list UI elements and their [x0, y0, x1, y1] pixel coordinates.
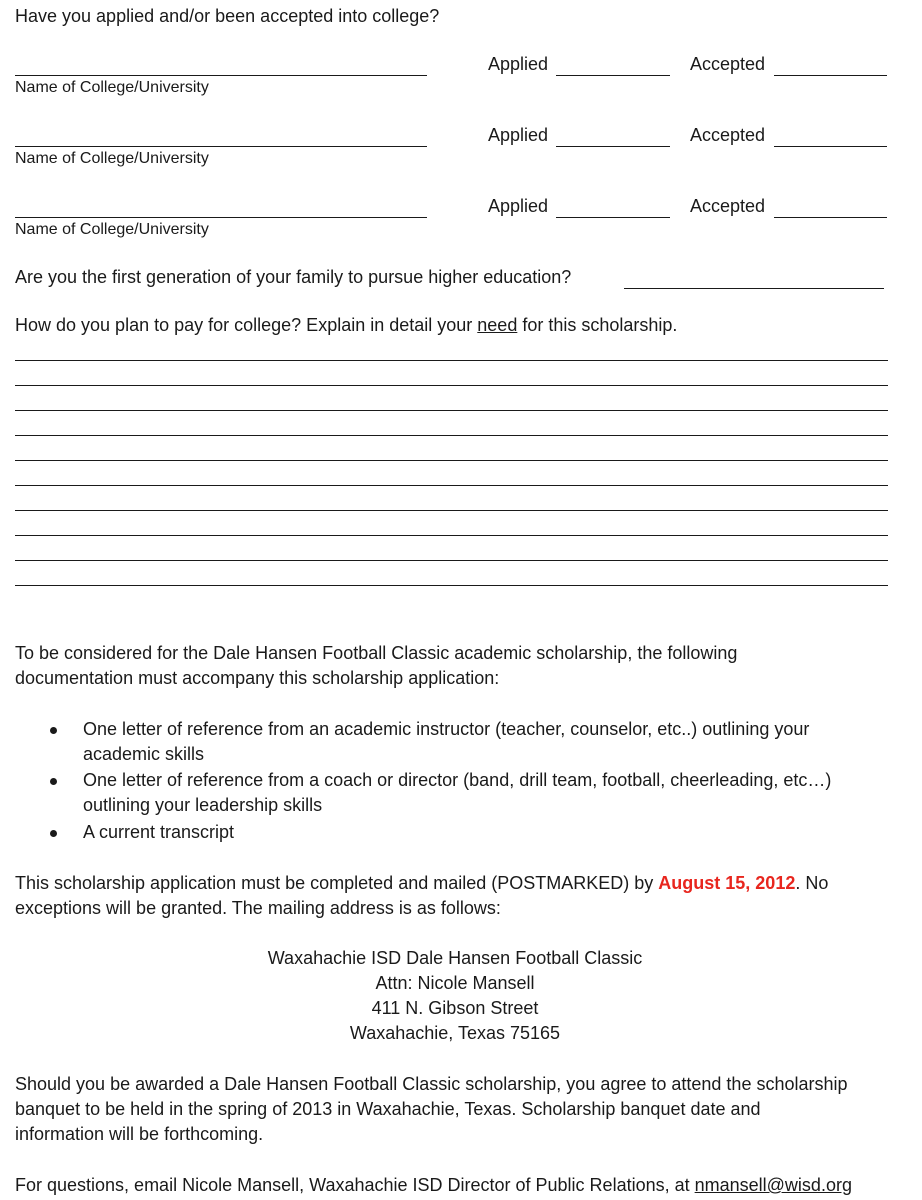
answer-line[interactable]	[15, 560, 888, 561]
accepted-field[interactable]	[774, 217, 887, 218]
applied-field[interactable]	[556, 75, 670, 76]
applied-field[interactable]	[556, 217, 670, 218]
address-line: Attn: Nicole Mansell	[375, 973, 535, 993]
accepted-field[interactable]	[774, 75, 887, 76]
college-name-field[interactable]	[15, 217, 427, 218]
applied-label: Applied	[488, 125, 549, 145]
college-name-label: Name of College/University	[15, 150, 209, 167]
answer-line[interactable]	[15, 410, 888, 411]
need-emphasis: need	[477, 315, 518, 335]
applied-label: Applied	[488, 54, 549, 74]
deadline-text: This scholarship application must be completed and mailed (POSTMARKED) by	[15, 873, 659, 893]
answer-line[interactable]	[15, 385, 888, 386]
address-line: Waxahachie, Texas 75165	[349, 1023, 561, 1043]
accepted-field[interactable]	[774, 146, 887, 147]
bullet-icon	[50, 727, 57, 734]
address-line: Waxahachie ISD Dale Hansen Football Classic	[267, 948, 643, 968]
applied-label: Applied	[488, 196, 549, 216]
first-generation-question: Are you the first generation of your family to pursue higher education?	[15, 267, 572, 287]
answer-line[interactable]	[15, 510, 888, 511]
documentation-intro-line2: documentation must accompany this scholarship application:	[15, 668, 500, 688]
answer-line[interactable]	[15, 360, 888, 361]
accepted-label: Accepted	[690, 54, 766, 74]
requirement-text-cont: outlining your leadership skills	[83, 795, 323, 815]
requirement-text-cont: academic skills	[83, 744, 205, 764]
bullet-icon	[50, 830, 57, 837]
applied-field[interactable]	[556, 146, 670, 147]
answer-line[interactable]	[15, 585, 888, 586]
documentation-intro-line1: To be considered for the Dale Hansen Football Classic academic scholarship, the following	[15, 643, 738, 663]
college-question: Have you applied and/or been accepted into college?	[15, 6, 440, 26]
banquet-line2: banquet to be held in the spring of 2013 in Waxahachie, Texas. Scholarship banquet date and	[15, 1099, 761, 1119]
address-line: 411 N. Gibson Street	[371, 998, 539, 1018]
deadline-date: August 15, 2012	[658, 873, 796, 893]
deadline-text-end: . No	[795, 873, 829, 893]
requirement-text: A current transcript	[83, 822, 235, 842]
accepted-label: Accepted	[690, 125, 766, 145]
requirement-text: One letter of reference from a coach or director (band, drill team, football, cheerleading, etc…)	[83, 770, 832, 790]
pay-question-text-end: for this scholarship.	[517, 315, 678, 335]
answer-line[interactable]	[15, 535, 888, 536]
college-name-field[interactable]	[15, 75, 427, 76]
college-name-label: Name of College/University	[15, 79, 209, 96]
answer-line[interactable]	[15, 435, 888, 436]
pay-question	[15, 315, 677, 336]
banquet-line1: Should you be awarded a Dale Hansen Football Classic scholarship, you agree to attend the scholarship	[15, 1074, 848, 1094]
pay-question-text: How do you plan to pay for college? Explain in detail your	[15, 315, 478, 335]
answer-line[interactable]	[15, 460, 888, 461]
deadline-line1	[15, 873, 828, 894]
college-name-field[interactable]	[15, 146, 427, 147]
college-name-label: Name of College/University	[15, 221, 209, 238]
accepted-label: Accepted	[690, 196, 766, 216]
contact-text: For questions, email Nicole Mansell, Waxahachie ISD Director of Public Relations, at	[15, 1175, 695, 1195]
first-generation-field[interactable]	[624, 288, 884, 289]
contact-email-link[interactable]: nmansell@wisd.org	[694, 1175, 852, 1195]
contact-line	[15, 1175, 852, 1196]
banquet-line3: information will be forthcoming.	[15, 1124, 264, 1144]
requirement-text: One letter of reference from an academic instructor (teacher, counselor, etc..) outlining your	[83, 719, 810, 739]
answer-line[interactable]	[15, 485, 888, 486]
deadline-line2: exceptions will be granted. The mailing address is as follows:	[15, 898, 501, 918]
bullet-icon	[50, 778, 57, 785]
